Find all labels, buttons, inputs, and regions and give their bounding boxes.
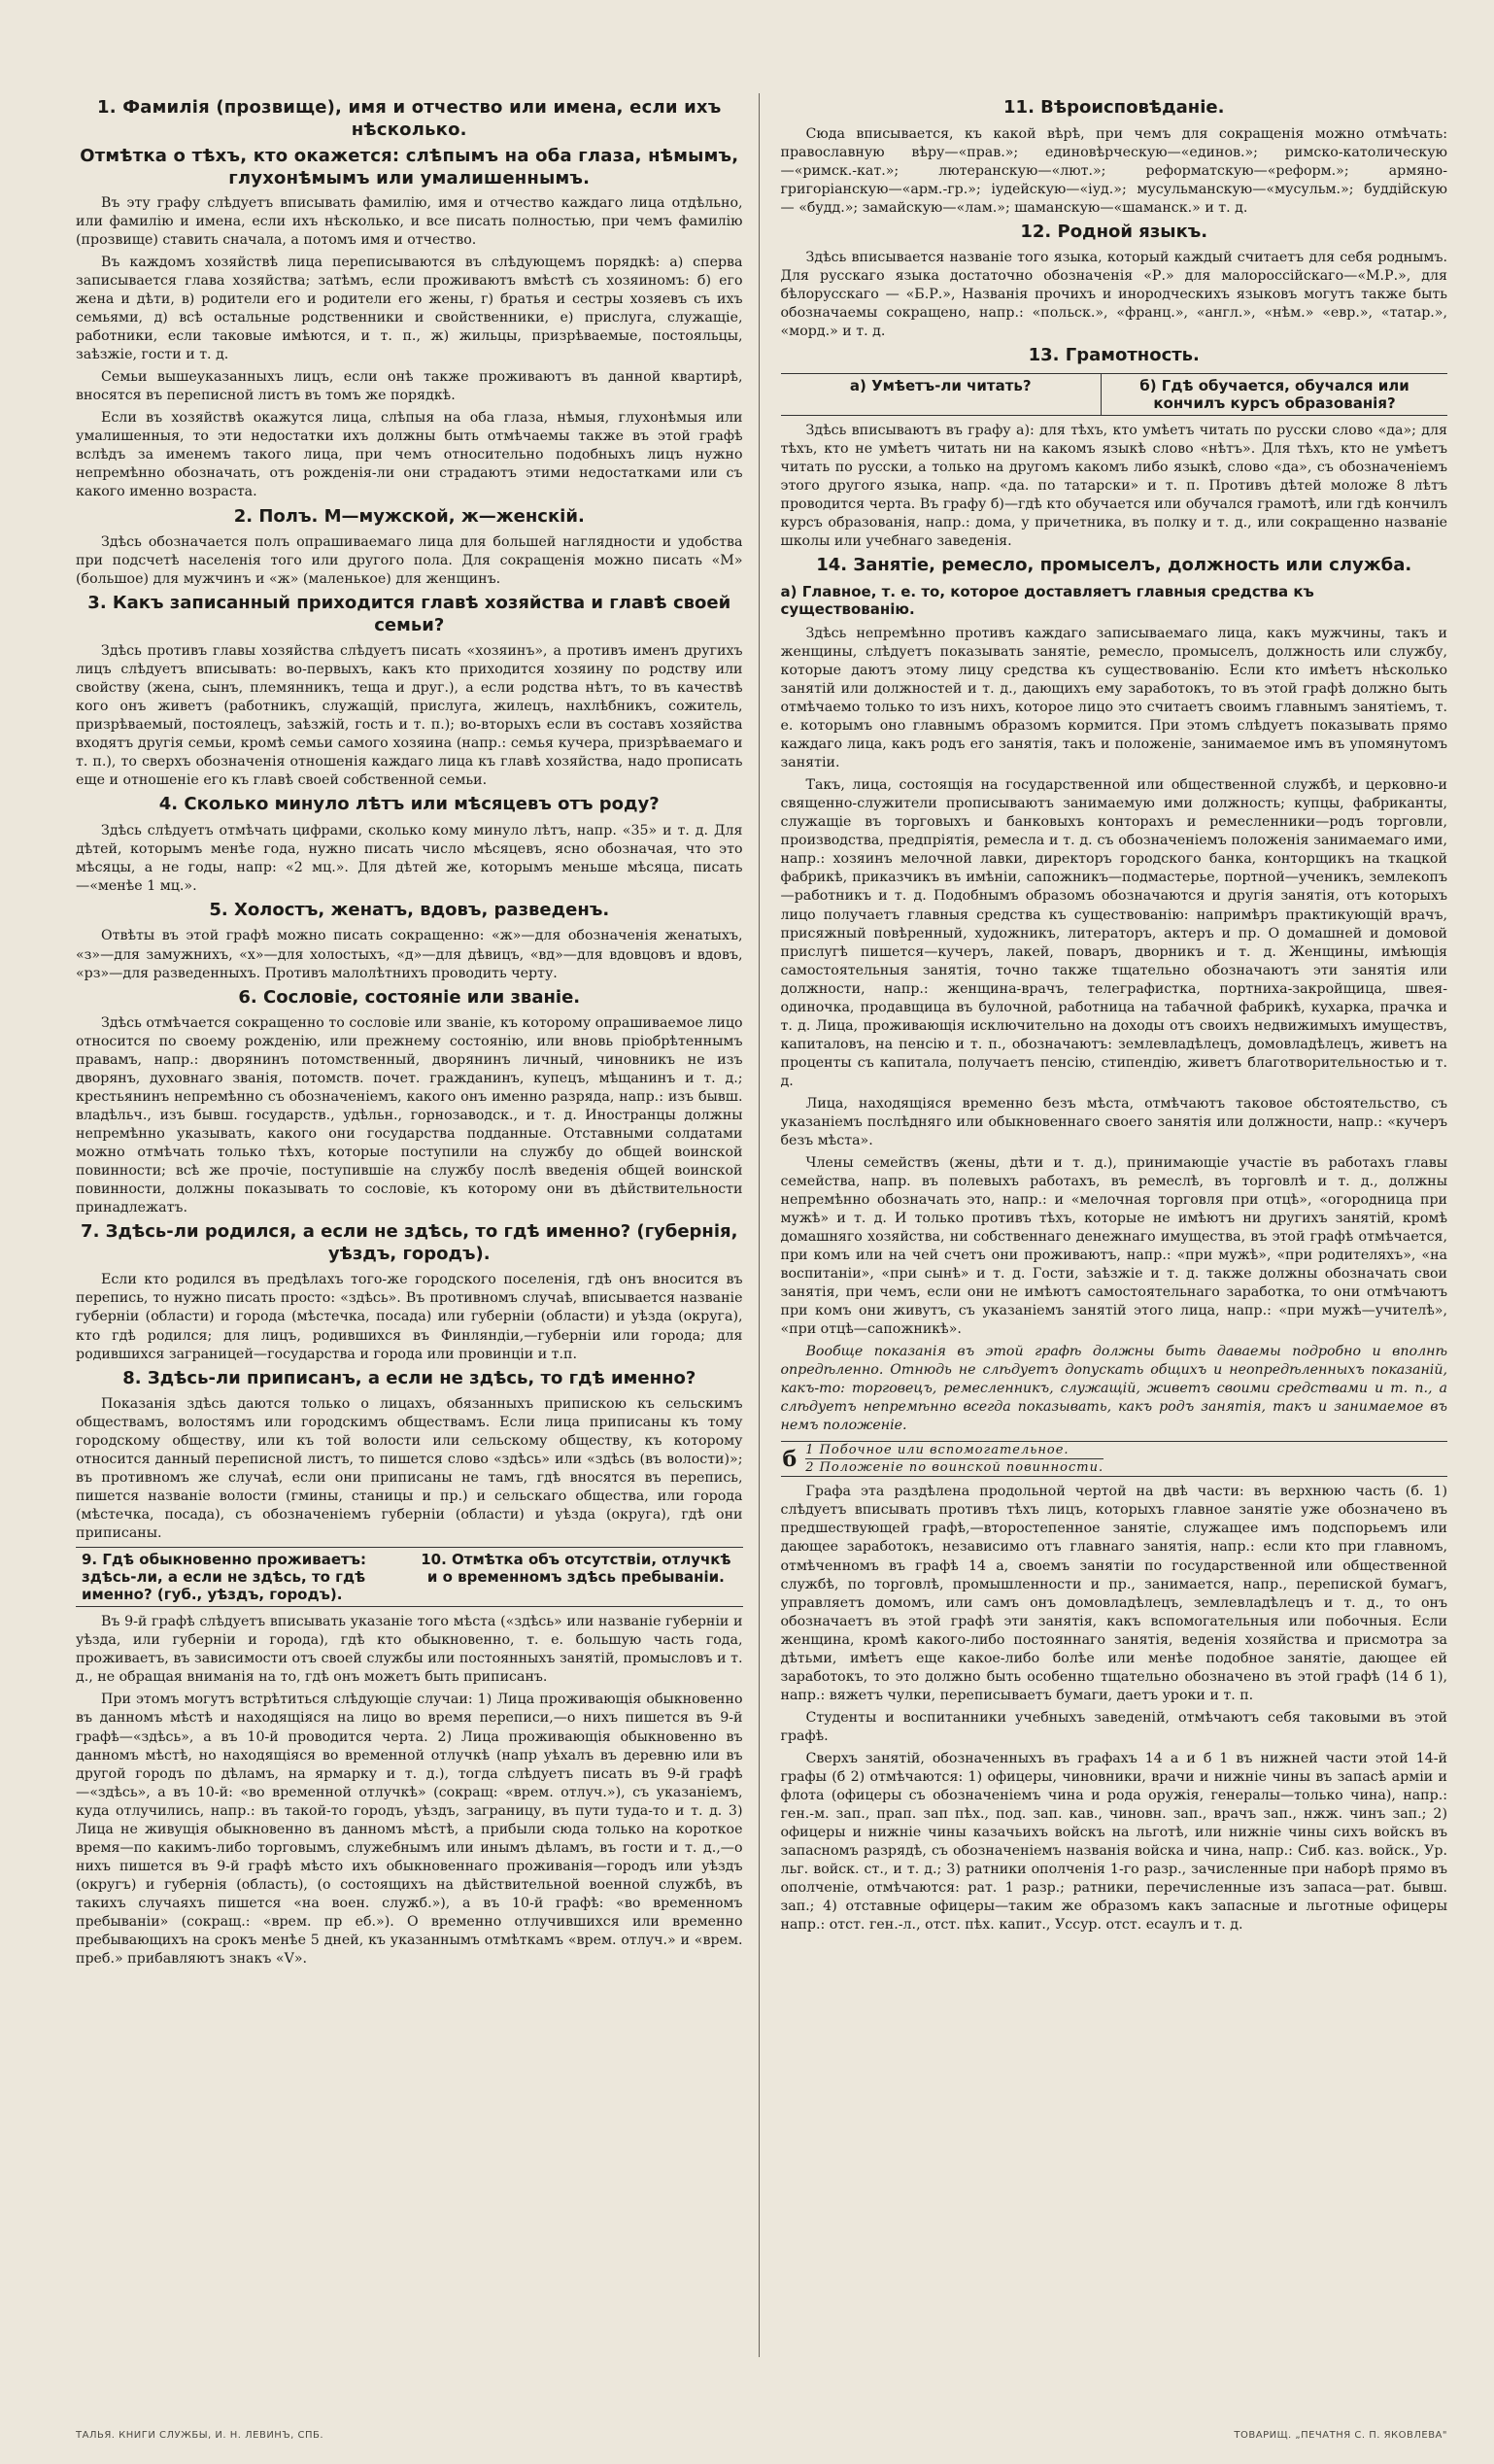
left-column xyxy=(76,93,760,2357)
section-2-title: 2. Полъ. М—мужской, ж—женскій. xyxy=(233,505,585,527)
right-column xyxy=(781,93,1448,2357)
section-6-title: 6. Сословіе, состояніе или званіе. xyxy=(238,986,581,1008)
section-3-paragraph: Здѣсь противъ главы хозяйства слѣдуетъ писать «хозяинъ», а противъ именъ другихъ лицъ слѣдуетъ вписывать: во-первыхъ, какъ кто приходится хозяину по родству или свойству (жена, сынъ, племянникъ, теща и друг.), а если родства нѣтъ, то въ качествѣ кого онъ живетъ (работникъ, служащій, прислуга, жилецъ, нахлѣбникъ, сожитель, призрѣваемый, постоялецъ, заѣзжій, гость и т. п.); во-вторыхъ если въ составъ хозяйства входятъ другія семьи, кромѣ семьи самого хозяина (напр.: семья кучера, призрѣваемаго и т. п.), то сверхъ обозначенія отношенія каждаго лица къ главѣ хозяйства, надо прописать еще и отношеніе его къ главѣ своей собственной семьи. xyxy=(76,643,743,789)
section-1-title: 1. Фамилія (прозвище), имя и отчество или имена, если ихъ нѣсколько. xyxy=(97,97,722,140)
section-7-title: 7. Здѣсь-ли родился, а если не здѣсь, то гдѣ именно? (губернія, уѣздъ, городъ). xyxy=(81,1221,738,1264)
section-9-paragraph: Въ 9-й графѣ слѣдуетъ вписывать указаніе того мѣста («здѣсь» или названіе губерніи и уѣзда, или губерніи и города), гдѣ кто обыкновенно, т. е. большую часть года, проживаетъ, въ зависимости отъ своей службы или постоянныхъ занятій, промысловъ и т. д., не обращая вниманія на то, гдѣ онъ можетъ быть приписанъ. xyxy=(76,1614,743,1686)
section-1-subtitle: Отмѣтка о тѣхъ, кто окажется: слѣпымъ на оба глаза, нѣмымъ, глухонѣмымъ или умалишеннымъ. xyxy=(80,146,739,188)
section-14-title: 14. Занятіе, ремесло, промыселъ, должность или служба. xyxy=(816,555,1412,576)
section-14-b-lines xyxy=(805,1442,1104,1476)
section-8-title: 8. Здѣсь-ли приписанъ, а если не здѣсь, то гдѣ именно? xyxy=(122,1367,696,1388)
section-14-paragraph: Члены семействъ (жены, дѣти и т. д.), принимающіе участіе въ работахъ главы семейства, напр. въ полевыхъ работахъ, въ ремеслѣ, въ торговлѣ и т. д., должны непремѣнно обозначать это, напр.: и «мелочная торговля при отцѣ», «огородница при мужѣ» и т. д. И только противъ тѣхъ, которые не имѣютъ ни другихъ занятій, кромѣ домашняго хозяйства, ни собственнаго денежнаго имущества, въ этой графѣ отмѣчается, при комъ или на чей счетъ они проживаютъ, напр.: «при мужѣ», «при родителяхъ», «на воспитаніи», «при сынѣ» и т. д. Гости, заѣзжіе и т. д. также должны обозначать свои занятія, при чемъ, если они не имѣютъ самостоятельнаго заработка, то они отмѣчаютъ при комъ они живутъ, съ указаніемъ занятій этого лица, напр.: «при мужѣ—учителѣ», «при отцѣ—сапожникѣ». xyxy=(780,1154,1447,1338)
section-5-paragraph: Отвѣты въ этой графѣ можно писать сокращенно: «ж»—для обозначенія женатыхъ, «з»—для замужнихъ, «х»—для холостыхъ, «д»—для дѣвицъ, «вд»—для вдовцовъ и вдовъ, «рз»—для разведенныхъ. Противъ малолѣтнихъ проводить черту. xyxy=(76,928,743,981)
section-1-paragraph: Въ каждомъ хозяйствѣ лица переписываются въ слѣдующемъ порядкѣ: а) сперва записывается глава хозяйства; затѣмъ, если проживаютъ вмѣстѣ съ хозяиномъ: б) его жена и дѣти, в) родители его и родители его жены, г) братья и сестры хозяевъ съ ихъ семьями, д) всѣ остальные родственники и свойственники, е) прислуга, служащіе, работники, если таковые имѣются, и т. п., ж) жильцы, призрѣваемые, постояльцы, заѣзжіе, гости и т. д. xyxy=(76,255,743,363)
section-14-b2-title: 2 Положеніе по воинской повинности. xyxy=(805,1460,1104,1476)
section-12-paragraph: Здѣсь вписывается названіе того языка, который каждый считаетъ для себя роднымъ. Для русскаго языка достаточно обозначенія «Р.» для малороссійскаго—«М.Р.», для бѣлорусскаго — «Б.Р.», Названія прочихъ и инородческихъ языковъ могутъ также быть обозначаемы сокращено, напр.: «польск.», «франц.», «англ.», «нѣм.» «евр.», «татар.», «морд.» и т. д. xyxy=(780,250,1447,340)
section-2-paragraph: Здѣсь обозначается полъ опрашиваемаго лица для большей наглядности и удобства при подсчетѣ населенія того или другого пола. Для сокращенія можно писать «М» (большое) для мужчинъ и «ж» (маленькое) для женщинъ. xyxy=(76,534,743,588)
section-14-paragraph: Вообще показанія въ этой графѣ должны быть даваемы подробно и вполнѣ опредѣленно. Отнюдь не слѣдуетъ допускать общихъ и неопредѣленныхъ показаній, какъ-то: торговецъ, ремесленникъ, служащій, живетъ своими средствами и т. п., а слѣдуетъ непремѣнно всегда показывать, какъ родъ занятія, такъ и занимаемое въ немъ положеніе. xyxy=(780,1344,1447,1434)
section-10-title: 10. Отмѣтка объ отсутствіи, отлучкѣ и о временномъ здѣсь пребываніи. xyxy=(421,1551,731,1587)
section-13-title: 13. Грамотность. xyxy=(1028,345,1200,366)
section-6-paragraph: Здѣсь отмѣчается сокращенно то сословіе или званіе, къ которому опрашиваемое лицо относится по своему рожденію, или прежнему состоянію, или вновь пріобрѣтеннымъ правамъ, напр.: дворянинъ потомственный, дворянинъ личный, чиновникъ не изъ дворянъ, духовнаго званія, потомств. почет. гражданинъ, купецъ, мѣщанинъ и т. д.; крестьянинъ непремѣнно съ обозначеніемъ, какого онъ именно разряда, напр.: изъ бывш. владѣльч., изъ бывш. государств., удѣльн., горнозаводск., и т. д. Иностранцы должны непремѣнно указывать, какого они государства подданные. Отставными солдатами можно отмѣчать только тѣхъ, которые поступили на службу до общей воинской повинности; всѣ же прочіе, поступившіе на службу послѣ введенія общей воинской повинности, должны показывать то сословіе, къ которому они въ дѣйствительности принадлежатъ. xyxy=(76,1015,743,1216)
section-13-sub-b: б) Гдѣ обучается, обучался или кончилъ курсъ образованія? xyxy=(1139,376,1409,412)
section-5-title: 5. Холостъ, женатъ, вдовъ, разведенъ. xyxy=(209,899,610,920)
section-14-a-title: а) Главное, т. е. то, которое доставляетъ главныя средства къ существованію. xyxy=(780,582,1314,619)
section-14-b-letter: б xyxy=(782,1446,798,1472)
section-1-paragraph: Семьи вышеуказанныхъ лицъ, если онѣ также проживаютъ въ данной квартирѣ, вносятся въ переписной листъ въ томъ же порядкѣ. xyxy=(76,369,743,404)
section-14-paragraph: Сверхъ занятій, обозначенныхъ въ графахъ 14 а и б 1 въ нижней части этой 14-й графы (б 2) отмѣчаются: 1) офицеры, чиновники, врачи и нижніе чины въ запасѣ арміи и флота (офицеры съ обозначеніемъ чина и рода оружія, генералы—только чина), напр.: ген.-м. зап., прап. зап пѣх., под. зап. кав., чиновн. зап., врачъ зап., нжж. чинъ зап.; 2) офицеры и нижніе чины казачьихъ войскъ на льготѣ, или нижніе чины сихъ войскъ въ запасномъ разрядѣ, съ обозначеніемъ названія войска и чина, напр.: Сиб. каз. войск., Ур. льг. войск. ст., и т. д.; 3) ратники ополченія 1-го разр., зачисленные при наборѣ прямо въ ополченіе, отмѣчаются: рат. 1 разр.; ратники, перечисленные изъ запаса—рат. бывш. зап.; 4) отставные офицеры—таким же образомъ какъ запасные и льготные офицеры напр.: отст. ген.-л., отст. пѣх. капит., Уссур. отст. есаулъ и т. д. xyxy=(780,1750,1447,1934)
two-column-layout xyxy=(76,93,1447,2357)
section-11-title: 11. Вѣроисповѣданіе. xyxy=(1003,97,1225,118)
section-1-paragraph: Въ эту графу слѣдуетъ вписывать фамилію, имя и отчество каждаго лица отдѣльно, или фамилію и имена, если ихъ нѣсколько, и все писать полностью, при чемъ фамилію (прозвище) ставить сначала, а потомъ имя и отчество. xyxy=(76,195,743,249)
section-4-title: 4. Сколько минуло лѣтъ или мѣсяцевъ отъ роду? xyxy=(158,794,660,815)
footer-right-imprint: ТОВАРИЩ. „ПЕЧАТНЯ С. П. ЯКОВЛЕВА" xyxy=(1234,2430,1447,2441)
section-9-paragraph: При этомъ могутъ встрѣтиться слѣдующіе случаи: 1) Лица проживающія обыкновенно въ данномъ мѣстѣ и находящіяся на лицо во время переписи,—о нихъ пишется въ 9-й графѣ—«здѣсь», а въ 10-й проводится черта. 2) Лица проживающія обыкновенно въ данномъ мѣстѣ, но находящіяся во временной отлучкѣ (напр уѣхалъ въ деревню или въ другой городъ по дѣламъ, на ярмарку и т. д.), тогда слѣдуетъ писать въ 9-й графѣ—«здѣсь», а въ 10-й: «во временной отлучкѣ» (сокращ: «врем. отлуч.»), съ указаніемъ, куда отлучились, напр.: въ такой-то городъ, уѣздъ, заграницу, въ пути туда-то и т. д. 3) Лица не живущія обыкновенно въ данномъ мѣстѣ, а прибыли сюда только на короткое время—по какимъ-либо торговымъ, служебнымъ или инымъ дѣламъ, въ гости и т. д.,—о нихъ пишется въ 9-й графѣ мѣсто ихъ обыкновеннаго проживанія—городъ или уѣздъ (округъ) и губернія (область), (о состоящихъ на дѣйствительной военной службѣ, въ такихъ случаяхъ пишется «на воен. служб.»), а въ 10-й графѣ: «во временномъ пребываніи» (сокращ.: «врем. пр еб.»). О временно отлучившихся или временно пребывающихъ на срокъ менѣе 5 дней, къ указаннымъ отмѣткамъ «врем. отлуч.» и «врем. преб.» прибавляютъ знакъ «V». xyxy=(76,1692,743,1967)
printer-footer xyxy=(76,2430,1447,2441)
section-1-paragraph: Если въ хозяйствѣ окажутся лица, слѣпыя на оба глаза, нѣмыя, глухонѣмыя или умалишенныя, то эти недостатки ихъ должны быть отмѣчаемы также въ этой графѣ вслѣдъ за именемъ такого лица, при чемъ относительно подобныхъ лицъ нужно непремѣнно обозначать, отъ рожденія-ли они страдаютъ этими недостатками или съ какого именно возраста. xyxy=(76,410,743,500)
section-3-title: 3. Какъ записанный приходится главѣ хозяйства и главѣ своей семьи? xyxy=(87,593,731,635)
section-9-10-headers xyxy=(76,1547,743,1607)
section-11-paragraph: Сюда вписывается, къ какой вѣрѣ, при чемъ для сокращенія можно отмѣчать: православную вѣру—«прав.»; единовѣрческую—«единов.»; римско-католическую—«римск.-кат.»; лютеранскую—«лют.»; реформатскую—«реформ.»; армяно-григоріанскую—«арм.-гр.»; іудейскую—«іуд.»; мусульманскую—«мусульм.»; буддійскую — «будд.»; замайскую—«лам.»; шаманскую—«шаманск.» и т. д. xyxy=(780,125,1447,216)
section-13-subheaders xyxy=(781,373,1448,416)
section-14-b-header xyxy=(781,1441,1448,1477)
section-13-paragraph: Здѣсь вписываютъ въ графу а): для тѣхъ, кто умѣетъ читать по русски слово «да»; для тѣхъ, кто не умѣетъ читать ни на какомъ языкѣ слово «нѣтъ». Для тѣхъ, кто не умѣетъ читать по русски, а только на другомъ какомъ либо языкѣ, слово «да», съ обозначеніемъ этого другого языка, напр. «да. по татарски» и т. п. Противъ дѣтей моложе 8 лѣтъ проводится черта. Въ графу б)—гдѣ кто обучается или обучался грамотѣ, или гдѣ кончилъ курсъ образованія, напр.: дома, у причетника, въ полку и т. д., или сокращенно названіе школы или учебнаго заведенія. xyxy=(780,422,1447,549)
section-8-paragraph: Показанія здѣсь даются только о лицахъ, обязанныхъ припискою къ сельскимъ обществамъ, волостямъ или городскимъ обществамъ. Если лица приписаны къ тому городскому обществу, или къ той волости или сельскому обществу, къ которому относится данный переписной листъ, то пишется слово «здѣсь» или «здѣсь (въ волости)»; въ противномъ же случаѣ, если они приписаны не тамъ, гдѣ вносятся въ перепись, пишется названіе волости (гмины, станицы и пр.) и сельскаго общества, или города (мѣстечка, посада), съ обозначеніемъ губерніи (области) и уѣзда (округа), гдѣ они приписаны. xyxy=(76,1396,743,1542)
section-12-title: 12. Родной языкъ. xyxy=(1020,221,1208,242)
section-9-title: 9. Гдѣ обыкновенно проживаетъ: здѣсь-ли, а если не здѣсь, то гдѣ именно? (губ., уѣздъ, городъ). xyxy=(82,1551,366,1604)
section-14-paragraph: Лица, находящіяся временно безъ мѣста, отмѣчаютъ таковое обстоятельство, съ указаніемъ послѣдняго или обыкновеннаго своего занятія или должности, напр.: «кучеръ безъ мѣста». xyxy=(780,1095,1447,1148)
section-14-paragraph: Студенты и воспитанники учебныхъ заведеній, отмѣчаютъ себя таковыми въ этой графѣ. xyxy=(780,1709,1447,1744)
section-14-paragraph: Графа эта раздѣлена продольной чертой на двѣ части: въ верхнюю часть (б. 1) слѣдуетъ вписывать противъ тѣхъ лицъ, которыхъ главное занятіе уже обозначено въ предшествующей графѣ,—второстепенное занятіе, служащее имъ подспорьемъ или дающее заработокъ, независимо отъ главнаго занятія, напр.: если кто при главномъ, отмѣченномъ въ графѣ 14 а, своемъ занятіи по государственной или общественной службѣ, по торговлѣ, промышленности и пр., занимается, напр., перепиской бумагъ, управляетъ домомъ, или самъ онъ домовладѣлецъ, землевладѣлецъ и т. д., то онъ обозначаетъ въ этой графѣ эти занятія, какъ вспомогательныя или побочныя. Если женщина, кромѣ какого-либо постояннаго занятія, веденія хозяйства и присмотра за дѣтьми, имѣетъ еще какое-либо болѣе или менѣе подобное занятіе, дающее ей заработокъ, то это должно быть особенно тщательно обозначено въ этой графѣ (14 б 1), напр.: вяжетъ чулки, переписываетъ бумаги, даетъ уроки и т. п. xyxy=(780,1484,1447,1703)
section-4-paragraph: Здѣсь слѣдуетъ отмѣчать цифрами, сколько кому минуло лѣтъ, напр. «35» и т. д. Для дѣтей, которымъ менѣе года, нужно писать число мѣсяцевъ, ясно обозначая, что это мѣсяцы, а не годы, напр: «2 мц.». Для дѣтей же, которымъ меньше мѣсяца, писать—«менѣе 1 мц.». xyxy=(76,822,743,894)
section-7-paragraph: Если кто родился въ предѣлахъ того-же городского поселенія, гдѣ онъ вносится въ перепись, то нужно писать просто: «здѣсь». Въ противномъ случаѣ, вписывается названіе губерніи (области) и города (мѣстечка, посада) или губерніи (области) и уѣзда (округа), кто гдѣ родился; для лицъ, родившихся въ Финляндіи,—губерніи или города; для родившихся заграницей—государства и города или провинціи и т.п. xyxy=(76,1272,743,1362)
section-14-b1-title: 1 Побочное или вспомогательное. xyxy=(805,1442,1104,1459)
section-14-paragraph: Такъ, лица, состоящія на государственной или общественной службѣ, и церковно-и священно-служители прописываютъ занимаемую ими должность; купцы, фабриканты, служащіе въ торговыхъ и банковыхъ конторахъ и ремесленники—родъ торговли, производства, предпріятія, ремесла и т. д. съ обозначеніемъ положенія занимаемаго ими, напр.: хозяинъ мелочной лавки, директоръ городского банка, конторщикъ на ткацкой фабрикѣ, приказчикъ въ имѣніи, сапожникъ—подмастерье, портной—ученикъ, землекопъ—работникъ и т. д. Подобнымъ образомъ обозначаются и другія занятія, отъ которыхъ лицо получаетъ главныя средства къ существованію: напримѣръ практикующій врачъ, присяжный повѣренный, художникъ, литераторъ, актеръ и пр. О домашней и домовой прислугѣ пишется—кучеръ, лакей, поваръ, дворникъ и т. д. Женщины, имѣющія самостоятельныя занятія, точно также тщательно обозначаютъ эти занятія или должности, напр.: женщина-врачъ, телеграфистка, портниха-закройщица, швея-одиночка, продавщица въ булочной, работница на табачной фабрикѣ, кухарка, прачка и т. д. Лица, проживающія исключительно на доходы отъ своихъ недвижимыхъ имуществъ, капиталовъ, на пенсію и т. п., обозначаютъ: землевладѣлецъ, домовладѣлецъ, живетъ на проценты съ капитала, получаетъ пенсію, стипендію, живетъ благотворительностью и т. д. xyxy=(780,777,1447,1089)
section-13-sub-a: а) Умѣетъ-ли читать? xyxy=(781,374,1103,415)
footer-left-imprint: ТАЛЬЯ. КНИГИ СЛУЖБЫ, И. Н. ЛЕВИНЪ, СПБ. xyxy=(76,2430,324,2441)
section-14-paragraph: Здѣсь непремѣнно противъ каждаго записываемаго лица, какъ мужчины, такъ и женщины, слѣдуетъ показывать занятіе, ремесло, промыселъ, должность или службу, которые даютъ этому лицу средства къ существованію. Если кто имѣетъ нѣсколько занятій или должностей и т. д., дающихъ ему заработокъ, то въ этой графѣ должно быть отмѣчаемо только то изъ нихъ, которое лицо это считаетъ своимъ главнымъ занятіемъ, т. е. которымъ оно главнымъ образомъ кормится. При этомъ слѣдуетъ показывать прямо каждаго лица, какъ родъ его занятія, такъ и положеніе, занимаемое имъ въ упомянутомъ занятіи. xyxy=(780,626,1447,771)
